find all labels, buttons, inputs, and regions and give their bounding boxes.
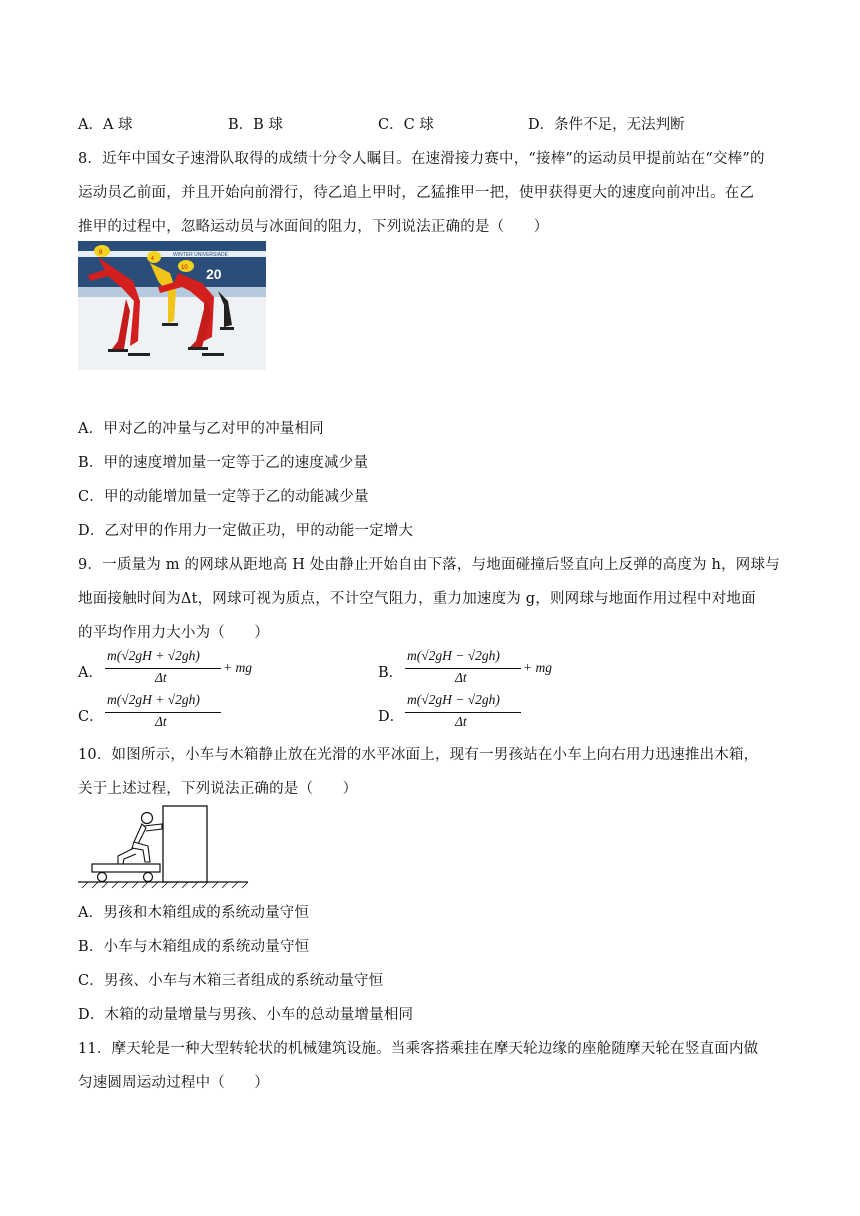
q9-b-denominator: Δt [455,670,467,685]
speed-skating-photo [78,241,266,370]
q11-stem-line-2: 匀速圆周运动过程中（ ） [78,1075,270,1091]
q9-option-c-formula [105,692,235,732]
skater-number-4: 4 [151,256,154,262]
skater-number-10: 10 [181,265,188,271]
q11-stem-line-1: 11．摩天轮是一种大型转轮状的机械建筑设施。当乘客搭乘挂在摩天轮边缘的座舱随摩天轮在竖直面内做 [78,1041,759,1057]
q9-c-denominator: Δt [155,714,167,729]
q9-c-fraction-bar [105,712,221,713]
boy-cart-box-diagram [78,804,250,890]
q9-option-d-label: D． [378,709,405,725]
q10-option-c: C．男孩、小车与木箱三者组成的系统动量守恒 [78,973,384,989]
q7-option-b: B．B 球 [228,117,283,133]
q9-stem-line-2: 地面接触时间为Δt，网球可视为质点，不计空气阻力，重力加速度为 g，则网球与地面作用过程中对地面 [78,591,756,607]
q9-d-denominator: Δt [455,714,467,729]
q9-option-a-formula [105,648,265,688]
q9-a-numerator: m(√2gH + √2gh) [107,648,200,663]
q8-option-b: B．甲的速度增加量一定等于乙的速度减少量 [78,455,369,471]
q9-b-tail: + mg [523,660,552,675]
q8-stem-line-1: 8．近年中国女子速滑队取得的成绩十分令人瞩目。在速滑接力赛中，“接棒”的运动员甲提前站在“交棒”的 [78,151,765,167]
q8-option-c: C．甲的动能增加量一定等于乙的动能减少量 [78,489,369,505]
q9-option-b-label: B． [378,665,404,681]
q8-stem-line-3: 推甲的过程中，忽略运动员与冰面间的阻力，下列说法正确的是（ ） [78,219,549,235]
speed-skating-illustration [78,241,266,370]
q9-option-b-formula [405,648,575,688]
q9-a-denominator: Δt [155,670,167,685]
q9-option-d-formula [405,692,535,732]
q7-option-a: A．A 球 [78,117,133,133]
q8-option-d: D．乙对甲的作用力一定做正功，甲的动能一定增大 [78,523,414,539]
banner-year: 20 [206,266,222,282]
q8-option-a: A．甲对乙的冲量与乙对甲的冲量相同 [78,421,324,437]
q9-stem-line-3: 的平均作用力大小为（ ） [78,625,270,641]
q10-option-d: D．木箱的动量增量与男孩、小车的总动量增量相同 [78,1007,414,1023]
q10-option-a: A．男孩和木箱组成的系统动量守恒 [78,905,310,921]
q10-stem-line-2: 关于上述过程，下列说法正确的是（ ） [78,781,358,797]
q9-c-numerator: m(√2gH + √2gh) [107,692,200,707]
q10-stem-line-1: 10．如图所示，小车与木箱静止放在光滑的水平冰面上，现有一男孩站在小车上向右用力迅速推出木箱， [78,747,759,763]
skater-number-9: 9 [99,250,103,256]
q9-d-numerator: m(√2gH − √2gh) [407,692,500,707]
q9-b-fraction-bar [405,668,521,669]
q7-option-d: D．条件不足，无法判断 [528,117,685,133]
q10-option-b: B．小车与木箱组成的系统动量守恒 [78,939,310,955]
banner-text: WINTER UNIVERSIADE [173,252,229,258]
q9-a-fraction-bar [105,668,221,669]
q9-option-c-label: C． [78,709,104,725]
q9-d-fraction-bar [405,712,521,713]
q9-b-numerator: m(√2gH − √2gh) [407,648,500,663]
q8-stem-line-2: 运动员乙前面，并且开始向前滑行，待乙追上甲时，乙猛推甲一把，使甲获得更大的速度向前冲出。在乙 [78,185,755,201]
q9-stem-line-1: 9．一质量为 m 的网球从距地高 H 处由静止开始自由下落，与地面碰撞后竖直向上反弹的高度为 h，网球与 [78,557,780,573]
q9-option-a-label: A． [78,665,103,681]
q7-option-c: C．C 球 [378,117,434,133]
q9-a-tail: + mg [223,660,252,675]
